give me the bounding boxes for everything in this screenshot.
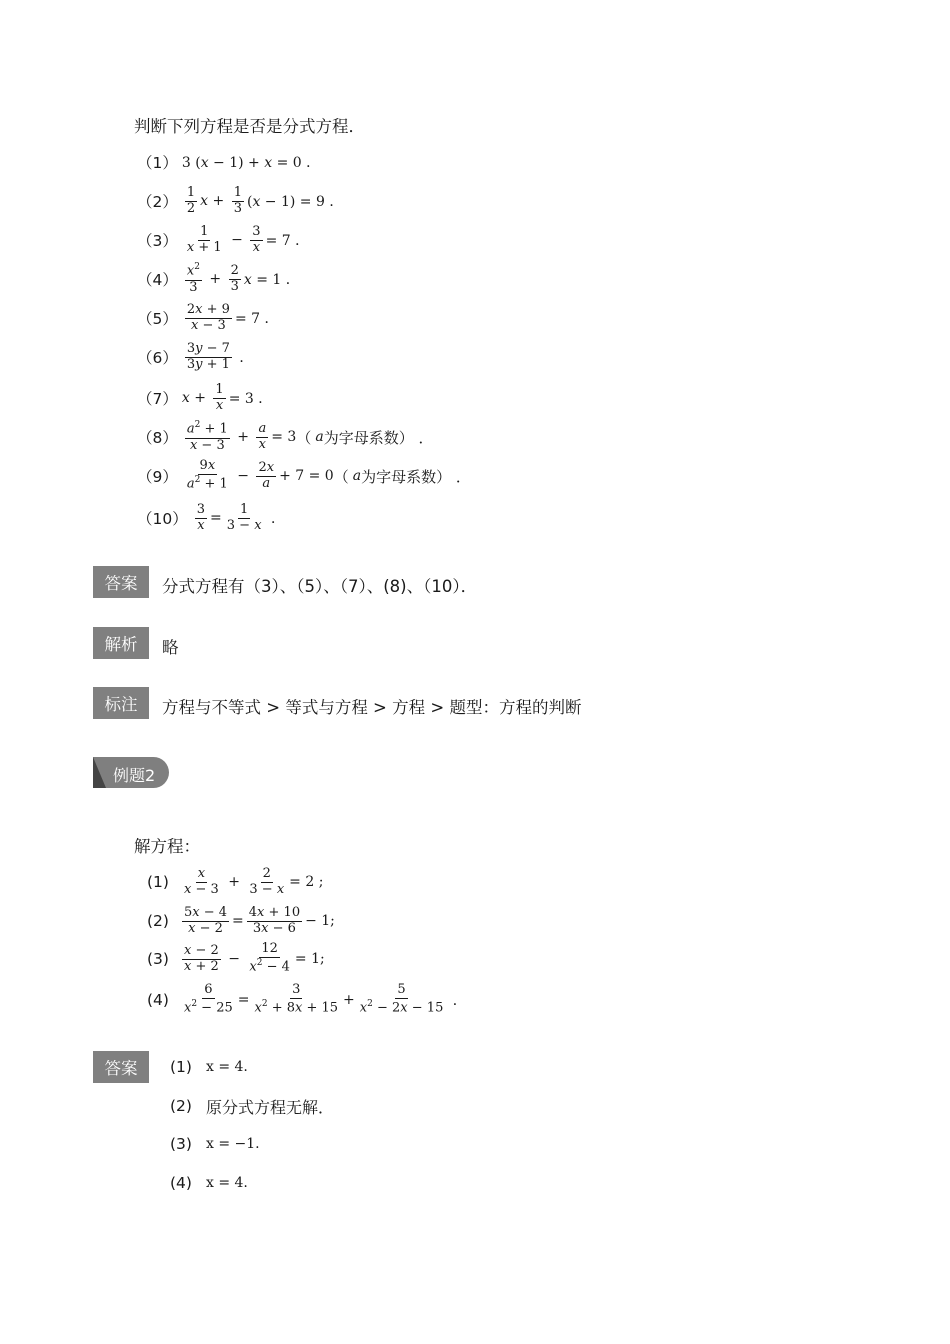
example-equation-2: (2) $\frac{5x - 4}{x - 2}$ = $\frac{4x + 10}{3x - 6}$ − 1; — [147, 904, 335, 936]
item-number: （1） — [137, 154, 178, 172]
item-number: （9） — [137, 468, 178, 486]
item-number: （3） — [137, 232, 178, 250]
analysis-tag: 解析 — [93, 627, 149, 659]
equation-3: （3） $\frac{1}{x + 1}$ − $\frac{3}{x}$ = 7 ． — [137, 223, 310, 255]
item-number: (2) — [147, 912, 169, 930]
item-number: （5） — [137, 310, 178, 328]
equation-6: （6） $\frac{3y - 7}{3y + 1}$ ． — [137, 340, 254, 372]
example-equation-4: (4) $\frac{6}{x^2 - 25}$ = $\frac{3}{x^2 + 8x + 15}$ + $\frac{5}{x^2 - 2x - 15}$ ． — [147, 982, 467, 1016]
answer-item: (1) x = 4. — [170, 1058, 248, 1076]
answer-tag: 答案 — [93, 1051, 149, 1083]
item-number: （4） — [137, 271, 178, 289]
coefficient-note: 为字母系数） — [361, 467, 452, 486]
example-prompt: 解方程： — [134, 837, 200, 856]
answer-item: (2) 原分式方程无解． — [170, 1097, 334, 1117]
equation-10: （10） $\frac{3}{x}$ = $\frac{1}{3 - x}$ ． — [137, 501, 285, 533]
equation-5: （5） $\frac{2x + 9}{x - 3}$ = 7 ． — [137, 301, 279, 333]
equation-7: （7） x + $\frac{1}{x}$ = 3 ． — [137, 381, 273, 413]
item-number: （2） — [137, 193, 178, 211]
label-text: 方程与不等式 > 等式与方程 > 方程 > 题型：方程的判断 — [162, 698, 582, 717]
example-badge: 例题2 — [93, 757, 169, 788]
analysis-text: 略 — [162, 638, 179, 657]
answer-item: (4) x = 4. — [170, 1174, 248, 1192]
answer-text: 分式方程有（3）、（5）、（7）、(8)、（10）． — [162, 577, 478, 596]
equation-4: （4） $\frac{x^2}{3}$ + $\frac{2}{3}$ x = 1 ． — [137, 262, 300, 295]
equation-2: （2） $\frac{1}{2}$ x + $\frac{1}{3}$ (x − 1) = 9 ． — [137, 184, 344, 216]
item-number: （6） — [137, 349, 178, 367]
coefficient-note: 为字母系数） — [323, 428, 414, 447]
item-number: (3) — [147, 950, 169, 968]
item-number: （10） — [137, 510, 188, 528]
equation-8: （8） $\frac{a^2 + 1}{x - 3}$ + $\frac{a}{x}$ = 3 （ a 为字母系数） ． — [137, 420, 434, 453]
label-tag: 标注 — [93, 687, 149, 719]
example-equation-3: (3) $\frac{x - 2}{x + 2}$ − $\frac{12}{x^2 - 4}$ = 1; — [147, 941, 325, 975]
item-number: (4) — [147, 991, 169, 1009]
equation-9: （9） $\frac{9x}{a^2 + 1}$ − $\frac{2x}{a}$ + 7 = 0 （ a 为字母系数） ． — [137, 458, 471, 492]
equation-1: （1） 3 (x − 1) + x = 0 ． — [137, 151, 320, 173]
answer-item: (3) x = −1. — [170, 1135, 260, 1153]
question-prompt: 判断下列方程是否是分式方程． — [134, 117, 365, 136]
answer-tag: 答案 — [93, 566, 149, 598]
item-number: （8） — [137, 429, 178, 447]
example-equation-1: (1) $\frac{x}{x - 3}$ + $\frac{2}{3 - x}$ = 2 ; — [147, 865, 324, 897]
item-number: （7） — [137, 390, 178, 408]
item-number: (1) — [147, 873, 169, 891]
